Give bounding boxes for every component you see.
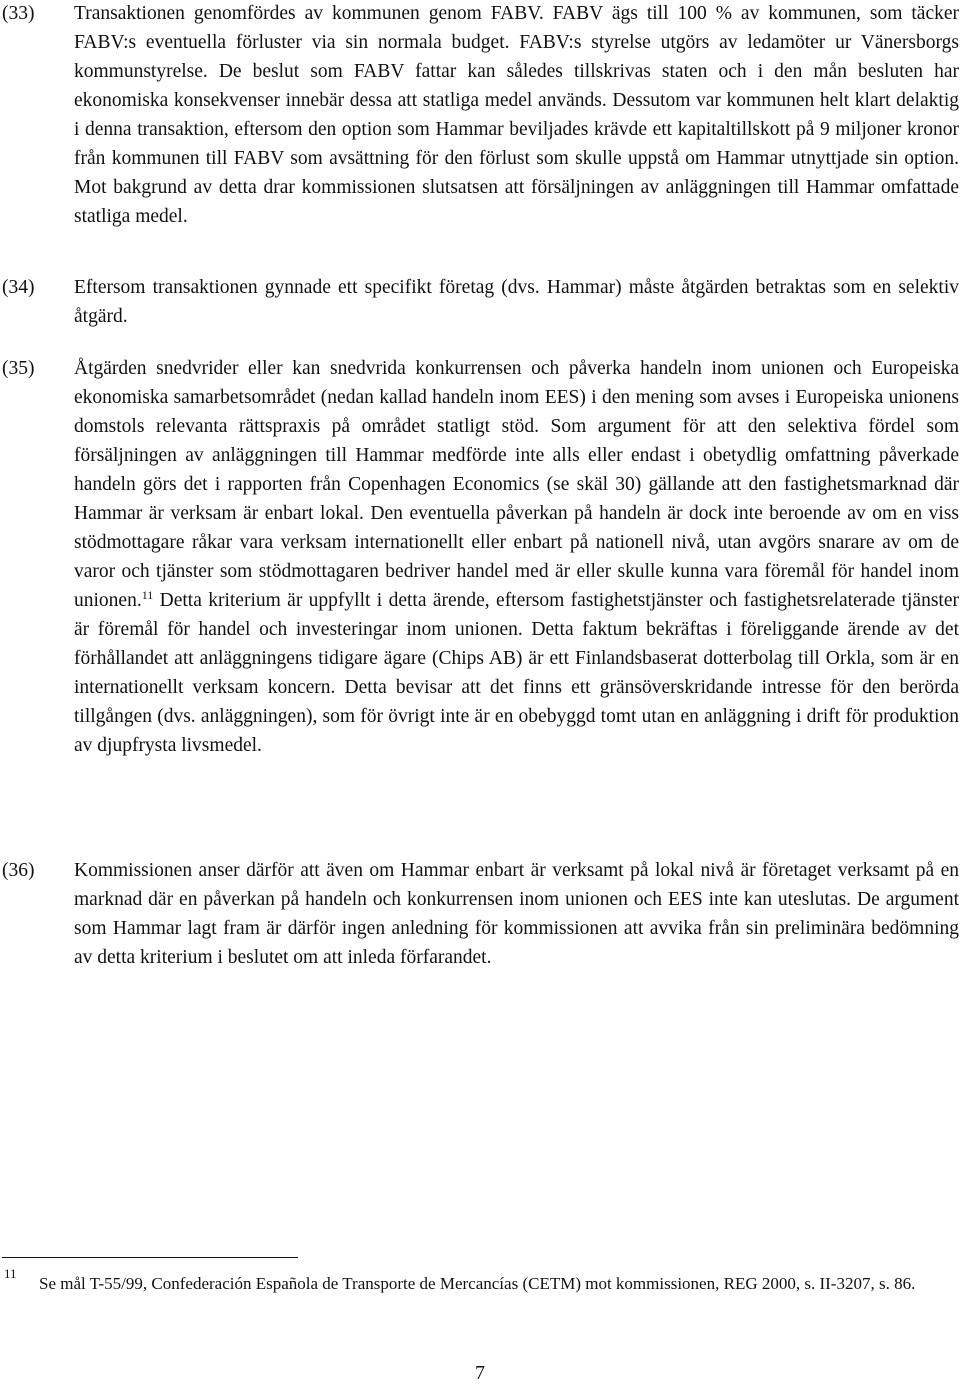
paragraph-text-part-1: Åtgärden snedvrider eller kan snedvrida konkurrensen och påverka handeln inom unionen och Europeiska ekonomiska samarbetsområdet (nedan kallad handeln inom EES) i den mening som avses i Europeiska unionens domstols relevanta rättspraxis på området statligt stöd. Som argument för att den selektiva fördel som försäljningen av anläggningen till Hammar medförde inte alls eller endast i obetydlig omfattning påverkade handeln görs det i rapporten från Copenhagen Economics (se skäl 30) gällande att den fastighetsmarknad där Hammar är verksam är enbart lokal. Den eventuella påverkan på handeln är dock inte beroende av om en viss stödmottagare råkar vara verksam internationellt eller enbart på nationell nivå, utan avgörs snarare av om de varor och tjänster som stödmottagaren bedriver handel med är eller skulle kunna vara föremål för handel inom unionen. xyxy=(74,358,959,611)
paragraph-number: (33) xyxy=(2,3,35,24)
footnote-text: Se mål T-55/99, Confederación Española de Transporte de Mercancías (CETM) mot kommissionen, REG 2000, s. II-3207, s. 86. xyxy=(39,1274,916,1293)
paragraph-text: Eftersom transaktionen gynnade ett specifikt företag (dvs. Hammar) måste åtgärden betraktas som en selektiv åtgärd. xyxy=(74,277,959,327)
paragraph-text: Kommissionen anser därför att även om Hammar enbart är verksamt på lokal nivå är företaget verksamt på en marknad där en påverkan på handeln och konkurrensen inom unionen och EES inte kan uteslutas. De argument som Hammar lagt fram är därför ingen anledning för kommissionen att avvika från sin preliminära bedömning av detta kriterium i beslutet om att inleda förfarandet. xyxy=(74,860,959,968)
paragraph-text-part-2: Detta kriterium är uppfyllt i detta ärende, eftersom fastighetstjänster och fastighetsrelaterade tjänster är föremål för handel och investeringar inom unionen. Detta faktum bekräftas i föreliggande ärende av det förhållandet att anläggningens tidigare ägare (Chips AB) är ett Finlandsbaserat dotterbolag till Orkla, som är en internationellt verksam koncern. Detta bevisar att det finns ett gränsöverskridande intresse för den berörda tillgången (dvs. anläggningen), som för övrigt inte är en obebyggd tomt utan en anläggning i drift för produktion av djupfrysta livsmedel. xyxy=(74,590,959,756)
paragraph-text xyxy=(74,354,959,760)
footnote-reference[interactable]: 11 xyxy=(141,588,154,602)
paragraph-text: Transaktionen genomfördes av kommunen genom FABV. FABV ägs till 100 % av kommunen, som täcker FABV:s eventuella förluster via sin normala budget. FABV:s styrelse utgörs av ledamöter ur Vänersborgs kommunstyrelse. De beslut som FABV fattar kan således tillskrivas staten och i den mån besluten har ekonomiska konsekvenser innebär dessa att statliga medel används. Dessutom var kommunen helt klart delaktig i denna transaktion, eftersom den option som Hammar beviljades krävde ett kapitaltillskott på 9 miljoner kronor från kommunen till FABV som avsättning för den förlust som skulle uppstå om Hammar utnyttjade sin option. Mot bakgrund av detta drar kommissionen slutsatsen att försäljningen av anläggningen till Hammar omfattade statliga medel. xyxy=(74,3,959,227)
footnote-separator xyxy=(2,1257,298,1258)
page-number: 7 xyxy=(475,1362,485,1384)
footnote-number: 11 xyxy=(4,1266,17,1281)
paragraph-number: (36) xyxy=(2,860,35,881)
paragraph-number: (34) xyxy=(2,277,35,298)
paragraph-number: (35) xyxy=(2,358,35,379)
